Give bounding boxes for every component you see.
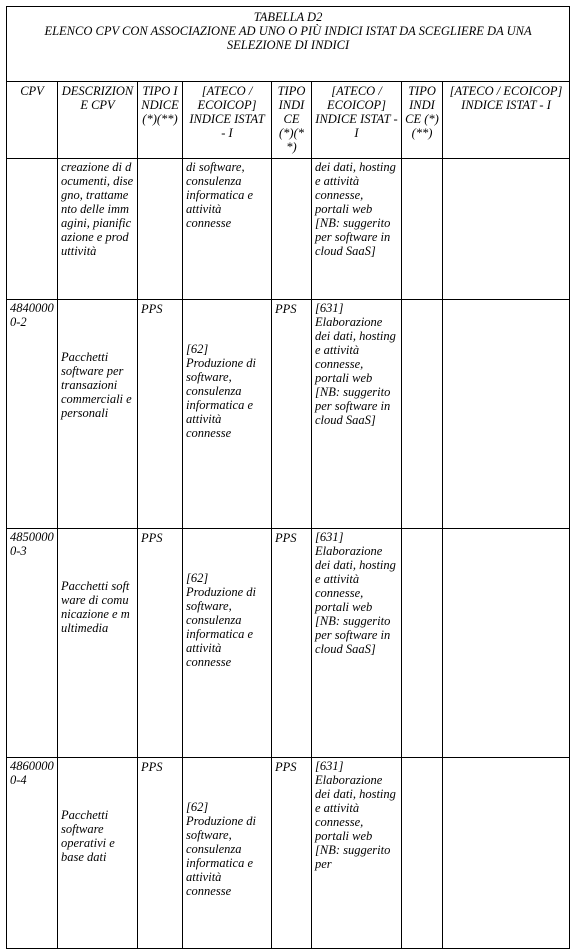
cell-indice-2: [631] Elaborazione dei dati, hosting e attività connesse, portali web [NB: suggerito per software in cloud SaaS] <box>312 529 402 758</box>
cell-description: Pacchetti software di comunicazione e multimedia <box>58 529 138 758</box>
cell-indice-1: [62] Produzione di software, consulenza informatica e attività connesse <box>183 529 272 758</box>
cell-indice-2: [631] Elaborazione dei dati, hosting e attività connesse, portali web [NB: suggerito per <box>312 758 402 949</box>
header-indice-istat-3: [ATECO / ECOICOP] INDICE ISTAT - I <box>443 82 570 159</box>
table-header-row <box>7 82 570 159</box>
cell-tipo-3 <box>402 300 443 529</box>
cell-tipo-3 <box>402 159 443 300</box>
cell-tipo-1 <box>138 159 183 300</box>
cell-cpv: 48600000-4 <box>7 758 58 949</box>
cell-indice-3 <box>443 159 570 300</box>
table-title-text: ELENCO CPV CON ASSOCIAZIONE AD UNO O PIÙ INDICI ISTAT DA SCEGLIERE DA UNA SELEZIONE DI INDICI <box>44 24 532 52</box>
cell-tipo-3 <box>402 529 443 758</box>
cell-tipo-3 <box>402 758 443 949</box>
header-tipo-indice-3: TIPO INDICE (*)(**) <box>402 82 443 159</box>
cell-indice-2: dei dati, hosting e attività connesse, portali web [NB: suggerito per software in cloud SaaS] <box>312 159 402 300</box>
cell-description: Pacchetti software per transazioni commerciali e personali <box>58 300 138 529</box>
table-title-label: TABELLA D2 <box>253 10 323 24</box>
table-row <box>7 159 570 300</box>
cell-tipo-1: PPS <box>138 529 183 758</box>
table-row <box>7 758 570 949</box>
cell-tipo-1: PPS <box>138 758 183 949</box>
table-title-row <box>7 7 570 82</box>
cell-indice-1: [62] Produzione di software, consulenza informatica e attività connesse <box>183 300 272 529</box>
cell-indice-3 <box>443 529 570 758</box>
table-row <box>7 529 570 758</box>
document-page <box>6 6 569 949</box>
cell-indice-3 <box>443 300 570 529</box>
cell-cpv <box>7 159 58 300</box>
cell-indice-2: [631] Elaborazione dei dati, hosting e attività connesse, portali web [NB: suggerito per software in cloud SaaS] <box>312 300 402 529</box>
cell-tipo-2 <box>272 159 312 300</box>
header-descrizione: DESCRIZIONE CPV <box>58 82 138 159</box>
table-row <box>7 300 570 529</box>
cell-cpv: 48500000-3 <box>7 529 58 758</box>
table-title <box>7 7 570 82</box>
cell-indice-1: [62] Produzione di software, consulenza informatica e attività connesse <box>183 758 272 949</box>
cell-tipo-1: PPS <box>138 300 183 529</box>
cell-description: Pacchetti software operativi e base dati <box>58 758 138 949</box>
cell-indice-1: di software, consulenza informatica e attività connesse <box>183 159 272 300</box>
cpv-table <box>6 6 570 949</box>
cell-tipo-2: PPS <box>272 300 312 529</box>
header-indice-istat-1: [ATECO / ECOICOP] INDICE ISTAT - I <box>183 82 272 159</box>
header-tipo-indice-1: TIPO INDICE (*)(**) <box>138 82 183 159</box>
header-tipo-indice-2: TIPO INDICE (*)(**) <box>272 82 312 159</box>
cell-indice-3 <box>443 758 570 949</box>
cell-tipo-2: PPS <box>272 758 312 949</box>
header-cpv: CPV <box>7 82 58 159</box>
cell-description: creazione di documenti, disegno, trattamento delle immagini, pianificazione e produttività <box>58 159 138 300</box>
header-indice-istat-2: [ATECO / ECOICOP] INDICE ISTAT - I <box>312 82 402 159</box>
cell-tipo-2: PPS <box>272 529 312 758</box>
cell-cpv: 48400000-2 <box>7 300 58 529</box>
